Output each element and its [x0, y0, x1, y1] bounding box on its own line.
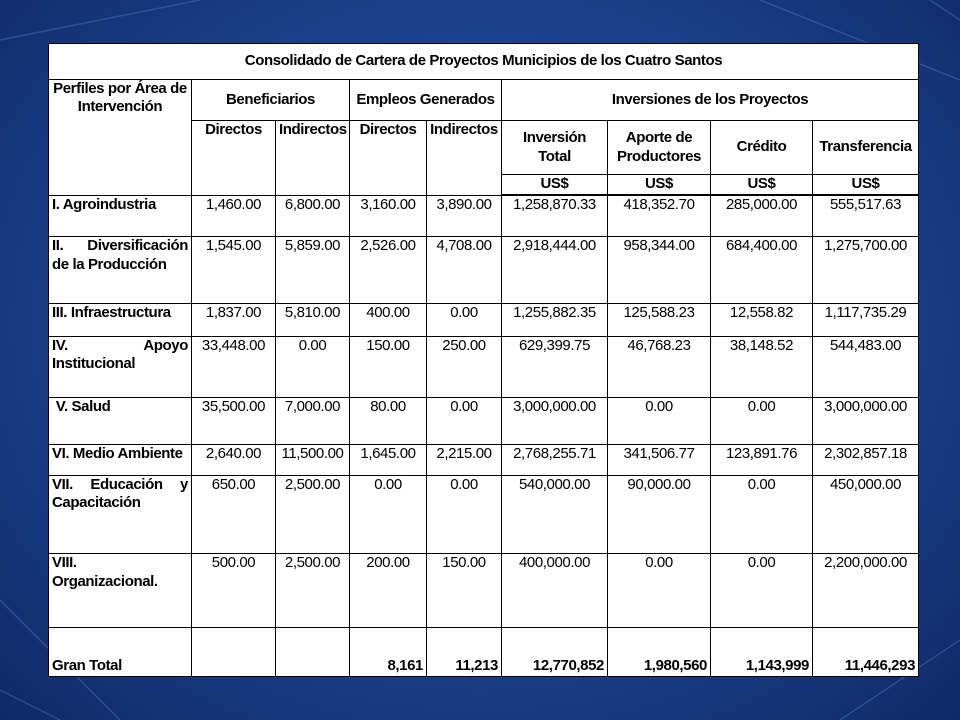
cell-value: 4,708.00	[427, 237, 502, 304]
portfolio-table-panel	[48, 43, 918, 677]
cell-value: 0.00	[711, 553, 813, 627]
cell-value: 0.00	[276, 336, 350, 397]
header-inversiones: Inversiones de los Proyectos	[502, 79, 919, 121]
row-label	[49, 445, 192, 475]
cell-value: 1,258,870.33	[502, 196, 608, 237]
cell-value: 0.00	[427, 397, 502, 445]
cell-value: 2,500.00	[276, 553, 350, 627]
cell-value: 12,558.82	[711, 304, 813, 337]
table-row	[49, 553, 919, 627]
cell-value: 3,160.00	[350, 196, 427, 237]
row-label-line1: V. Salud	[52, 397, 111, 415]
row-label	[49, 553, 192, 627]
row-label	[49, 196, 192, 237]
cell-value: 2,640.00	[192, 445, 276, 475]
total-value: 12,770,852	[502, 628, 608, 677]
row-label-line1: VI. Medio Ambiente	[52, 445, 183, 463]
total-value	[192, 628, 276, 677]
table-title: Consolidado de Cartera de Proyectos Municipios de los Cuatro Santos	[49, 44, 919, 80]
row-label	[49, 475, 192, 553]
header-profiles-line1: Perfiles por Área de	[53, 79, 187, 97]
cell-value: 418,352.70	[608, 196, 711, 237]
cell-value: 90,000.00	[608, 475, 711, 553]
table-row	[49, 336, 919, 397]
header-profiles-line2: Intervención	[77, 98, 163, 116]
row-label-line1: VII. Educación y	[52, 475, 188, 493]
table-row	[49, 475, 919, 553]
cell-value: 958,344.00	[608, 237, 711, 304]
row-label-line1: III. Infraestructura	[52, 304, 171, 322]
total-value	[276, 628, 350, 677]
header-aporte	[608, 121, 711, 175]
cell-value: 0.00	[711, 475, 813, 553]
cell-value: 500.00	[192, 553, 276, 627]
cell-value: 0.00	[608, 553, 711, 627]
header-inversion-total-line1: Inversión	[522, 128, 587, 146]
header-aporte-line2: Productores	[617, 147, 701, 165]
row-label-line2: Institucional	[52, 355, 136, 373]
cell-value: 1,545.00	[192, 237, 276, 304]
row-label	[49, 336, 192, 397]
header-empleos: Empleos Generados	[350, 79, 502, 121]
cell-value: 0.00	[427, 475, 502, 553]
table-row	[49, 397, 919, 445]
cell-value: 450,000.00	[813, 475, 919, 553]
cell-value: 2,302,857.18	[813, 445, 919, 475]
cell-value: 3,000,000.00	[502, 397, 608, 445]
table-row	[49, 304, 919, 337]
cell-value: 650.00	[192, 475, 276, 553]
cell-value: 150.00	[350, 336, 427, 397]
currency-label: US$	[502, 175, 608, 195]
cell-value: 5,859.00	[276, 237, 350, 304]
currency-label: US$	[711, 175, 813, 195]
cell-value: 400,000.00	[502, 553, 608, 627]
header-inversion-total-line2: Total	[538, 147, 571, 165]
total-row	[49, 628, 919, 677]
total-value: 11,213	[427, 628, 502, 677]
cell-value: 1,460.00	[192, 196, 276, 237]
header-transferencia: Transferencia	[813, 121, 919, 175]
cell-value: 0.00	[711, 397, 813, 445]
cell-value: 341,506.77	[608, 445, 711, 475]
total-value: 8,161	[350, 628, 427, 677]
cell-value: 2,526.00	[350, 237, 427, 304]
total-label: Gran Total	[49, 628, 192, 677]
cell-value: 2,215.00	[427, 445, 502, 475]
cell-value: 123,891.76	[711, 445, 813, 475]
cell-value: 2,200,000.00	[813, 553, 919, 627]
header-beneficiarios: Beneficiarios	[192, 79, 350, 121]
cell-value: 150.00	[427, 553, 502, 627]
header-empleos-directos: Directos	[350, 121, 427, 196]
cell-value: 5,810.00	[276, 304, 350, 337]
table-row	[49, 237, 919, 304]
row-label	[49, 304, 192, 337]
row-label-line1: I. Agroindustria	[52, 196, 156, 214]
row-label-line1: VIII.	[52, 553, 77, 571]
row-label-line2: Capacitación	[52, 494, 141, 512]
cell-value: 2,768,255.71	[502, 445, 608, 475]
row-label-line1: II. Diversificación	[52, 237, 188, 255]
currency-label: US$	[813, 175, 919, 195]
header-aporte-line1: Aporte de	[625, 128, 693, 146]
header-benef-directos: Directos	[192, 121, 276, 196]
cell-value: 200.00	[350, 553, 427, 627]
cell-value: 400.00	[350, 304, 427, 337]
table-row	[49, 196, 919, 237]
cell-value: 0.00	[350, 475, 427, 553]
row-label-line2: de la Producción	[52, 255, 167, 273]
cell-value: 3,890.00	[427, 196, 502, 237]
row-label-line2: Organizacional.	[52, 572, 158, 590]
cell-value: 6,800.00	[276, 196, 350, 237]
portfolio-table	[48, 43, 919, 677]
row-label-line1: IV. Apoyo	[52, 336, 188, 354]
cell-value: 544,483.00	[813, 336, 919, 397]
cell-value: 1,645.00	[350, 445, 427, 475]
header-credito: Crédito	[711, 121, 813, 175]
cell-value: 38,148.52	[711, 336, 813, 397]
row-label	[49, 237, 192, 304]
cell-value: 684,400.00	[711, 237, 813, 304]
header-benef-indirectos: Indirectos	[276, 121, 350, 196]
cell-value: 125,588.23	[608, 304, 711, 337]
cell-value: 0.00	[427, 304, 502, 337]
cell-value: 1,255,882.35	[502, 304, 608, 337]
table-row	[49, 445, 919, 475]
header-inversion-total	[502, 121, 608, 175]
cell-value: 7,000.00	[276, 397, 350, 445]
row-label	[49, 397, 192, 445]
cell-value: 0.00	[608, 397, 711, 445]
cell-value: 35,500.00	[192, 397, 276, 445]
cell-value: 629,399.75	[502, 336, 608, 397]
cell-value: 33,448.00	[192, 336, 276, 397]
cell-value: 3,000,000.00	[813, 397, 919, 445]
cell-value: 2,918,444.00	[502, 237, 608, 304]
cell-value: 250.00	[427, 336, 502, 397]
header-empleos-indirectos: Indirectos	[427, 121, 502, 196]
total-value: 1,980,560	[608, 628, 711, 677]
total-value: 1,143,999	[711, 628, 813, 677]
cell-value: 285,000.00	[711, 196, 813, 237]
cell-value: 1,117,735.29	[813, 304, 919, 337]
header-profiles	[49, 79, 192, 196]
cell-value: 1,837.00	[192, 304, 276, 337]
cell-value: 555,517.63	[813, 196, 919, 237]
cell-value: 2,500.00	[276, 475, 350, 553]
cell-value: 80.00	[350, 397, 427, 445]
currency-label: US$	[608, 175, 711, 195]
cell-value: 540,000.00	[502, 475, 608, 553]
cell-value: 11,500.00	[276, 445, 350, 475]
cell-value: 46,768.23	[608, 336, 711, 397]
cell-value: 1,275,700.00	[813, 237, 919, 304]
total-value: 11,446,293	[813, 628, 919, 677]
